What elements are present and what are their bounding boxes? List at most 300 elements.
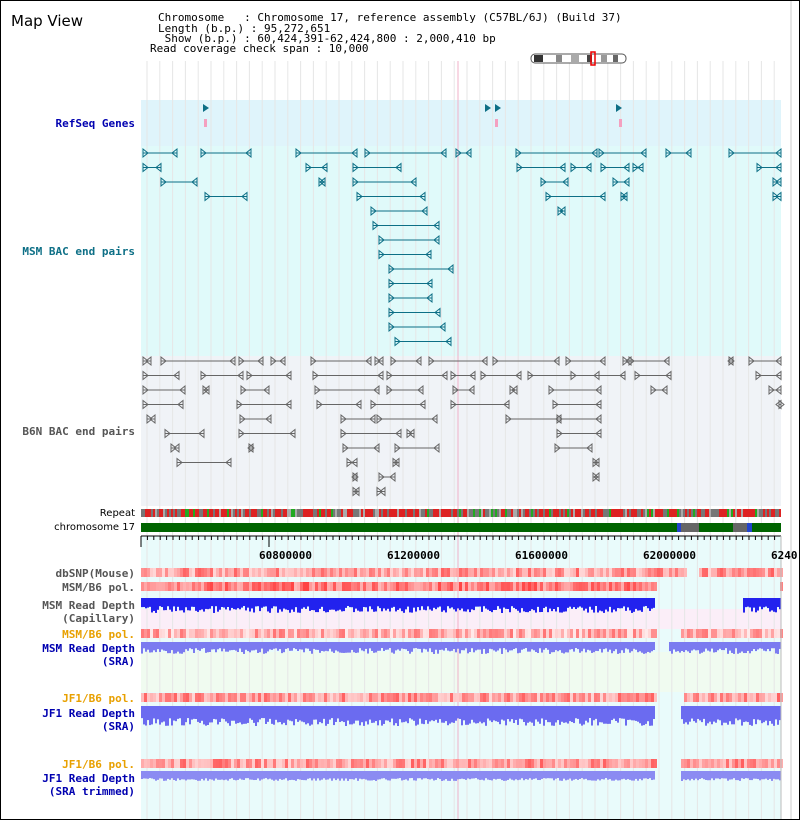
heat-cell [435,582,438,591]
depth-bar [227,598,229,607]
depth-bar [495,598,497,610]
depth-bar [345,771,347,778]
depth-bar [429,642,431,648]
heat-cell [441,759,444,768]
depth-bar [629,598,631,610]
depth-bar [189,771,191,780]
depth-bar [511,706,513,719]
heat-cell [681,629,684,638]
heat-cell [615,693,618,702]
heat-cell [609,582,612,591]
heat-cell [459,693,462,702]
heat-cell [426,629,429,638]
depth-bar [193,706,195,719]
heat-cell [192,759,195,768]
depth-bar [455,771,457,781]
depth-bar [575,706,577,718]
depth-bar [707,771,709,780]
heat-cell [546,629,549,638]
depth-bar [419,706,421,719]
depth-bar [197,598,199,612]
depth-bar [295,642,297,649]
track-label-msm-bac[interactable]: MSM BAC end pairs [22,245,135,258]
heat-cell [534,759,537,768]
heat-cell [348,582,351,591]
depth-bar [627,771,629,779]
depth-bar [293,598,295,612]
heat-cell [198,629,201,638]
depth-bar [677,642,679,651]
depth-bar [487,598,489,610]
heat-cell [417,693,420,702]
heat-cell [447,629,450,638]
heat-cell [234,568,237,577]
heat-cell [576,568,579,577]
heat-cell [342,759,345,768]
depth-bar [189,598,191,610]
heat-cell [471,568,474,577]
heat-cell [594,568,597,577]
heat-cell [744,759,747,768]
heat-cell [291,759,294,768]
depth-bar [723,706,725,723]
heat-cell [441,582,444,591]
heat-cell [537,759,540,768]
depth-bar [209,771,211,779]
depth-bar [343,706,345,722]
heat-cell [750,759,753,768]
depth-bar [373,706,375,723]
heat-cell [771,693,774,702]
depth-bar [305,642,307,648]
depth-bar [713,642,715,652]
depth-bar [493,642,495,650]
depth-bar [471,706,473,720]
depth-bar [205,771,207,778]
heat-cell [600,629,603,638]
heat-cell [471,582,474,591]
heat-cell [327,693,330,702]
track-label-jf1-b6-pol-2: JF1/B6 pol. [62,758,135,771]
heat-cell [690,629,693,638]
depth-bar [629,771,631,780]
heat-cell [654,759,657,768]
depth-bar [467,771,469,778]
heat-cell [258,568,261,577]
heat-cell [753,759,756,768]
depth-bar [619,706,621,718]
heat-cell [624,759,627,768]
depth-bar [189,642,191,648]
depth-bar [193,771,195,779]
depth-bar [431,706,433,720]
heat-cell [189,759,192,768]
heat-cell [666,568,669,577]
heat-cell [423,759,426,768]
depth-bar [255,771,257,780]
depth-bar [487,706,489,719]
depth-bar [769,706,771,721]
heat-cell [564,759,567,768]
heat-cell [255,568,258,577]
heat-cell [591,568,594,577]
heat-cell [438,568,441,577]
heat-cell [243,582,246,591]
depth-bar [185,771,187,780]
depth-bar [399,642,401,651]
depth-bar [727,771,729,781]
heat-cell [153,582,156,591]
depth-bar [195,706,197,719]
heat-cell [162,693,165,702]
heat-cell [726,693,729,702]
depth-bar [767,706,769,725]
depth-bar [169,642,171,653]
depth-bar [317,598,319,612]
heat-cell [354,582,357,591]
heat-cell [573,629,576,638]
depth-bar [149,706,151,725]
depth-bar [403,771,405,780]
heat-cell [258,693,261,702]
heat-cell [162,629,165,638]
depth-bar [775,706,777,719]
depth-bar [757,598,759,611]
track-label-b6n-bac[interactable]: B6N BAC end pairs [22,425,135,438]
depth-bar [493,598,495,610]
heat-cell [417,568,420,577]
heat-cell [588,582,591,591]
heat-cell [351,582,354,591]
heat-cell [216,629,219,638]
depth-bar [409,598,411,612]
depth-bar [397,598,399,610]
heat-cell [507,693,510,702]
depth-bar [405,706,407,721]
heat-cell [765,568,768,577]
depth-bar [695,642,697,650]
heat-cell [540,568,543,577]
depth-bar [643,771,645,778]
gene-exon [495,119,498,127]
ruler-tick-label: 6240 [771,549,798,562]
heat-cell [288,759,291,768]
heat-cell [225,693,228,702]
depth-bar [551,706,553,726]
heat-cell [705,693,708,702]
depth-bar [517,706,519,725]
heat-cell [558,629,561,638]
heat-cell [384,568,387,577]
depth-bar [539,706,541,724]
depth-bar [363,706,365,726]
depth-bar [233,598,235,609]
depth-bar [225,598,227,609]
heat-cell [480,759,483,768]
heat-cell [165,693,168,702]
heat-cell [717,693,720,702]
heat-cell [453,568,456,577]
heat-cell [291,568,294,577]
depth-bar [393,706,395,725]
heat-cell [315,629,318,638]
heat-cell [219,582,222,591]
heat-cell [549,629,552,638]
depth-bar [607,598,609,611]
depth-bar [461,771,463,779]
depth-bar [265,771,267,778]
depth-bar [315,642,317,650]
heat-cell [549,693,552,702]
heat-cell [735,568,738,577]
heat-cell [258,759,261,768]
depth-bar [495,771,497,780]
depth-bar [633,706,635,720]
heat-cell [333,582,336,591]
heat-cell [597,568,600,577]
depth-bar [697,771,699,780]
heat-cell [225,629,228,638]
heat-cell [291,582,294,591]
heat-cell [282,629,285,638]
heat-cell [447,568,450,577]
heat-cell [528,759,531,768]
heat-cell [432,568,435,577]
heat-cell [591,582,594,591]
depth-bar [707,642,709,651]
depth-bar [673,642,675,649]
depth-bar [417,706,419,725]
depth-bar [501,598,503,613]
depth-bar [651,642,653,651]
depth-bar [223,706,225,719]
heat-cell [681,759,684,768]
heat-cell [624,568,627,577]
heat-cell [381,568,384,577]
depth-bar [701,642,703,653]
depth-bar [423,771,425,778]
heat-cell [207,693,210,702]
depth-bar [695,706,697,723]
heat-cell [306,568,309,577]
depth-bar [449,598,451,608]
depth-bar [609,598,611,607]
heat-cell [159,568,162,577]
heat-cell [219,759,222,768]
depth-bar [477,598,479,607]
depth-bar [461,706,463,725]
depth-bar [521,642,523,650]
heat-cell [159,582,162,591]
depth-bar [297,771,299,779]
heat-cell [639,568,642,577]
depth-bar [153,598,155,611]
depth-bar [631,706,633,720]
depth-bar [451,598,453,607]
heat-cell [678,568,681,577]
heat-cell [252,759,255,768]
depth-bar [469,706,471,724]
depth-bar [777,771,779,779]
depth-bar [367,598,369,612]
depth-bar [683,771,685,779]
depth-bar [741,642,743,652]
heat-cell [624,582,627,591]
depth-bar [633,642,635,649]
heat-cell [720,693,723,702]
depth-bar [499,642,501,648]
depth-bar [177,598,179,607]
depth-bar [339,642,341,653]
depth-bar [587,598,589,613]
depth-bar [407,771,409,781]
heat-cell [543,582,546,591]
depth-bar [293,771,295,780]
depth-bar [533,642,535,650]
heat-cell [171,629,174,638]
depth-bar [159,642,161,652]
depth-bar [331,598,333,610]
depth-bar [561,598,563,613]
depth-bar [589,642,591,650]
depth-bar [731,642,733,653]
depth-bar [691,706,693,719]
track-label-refseq[interactable]: RefSeq Genes [55,117,135,130]
heat-cell [186,582,189,591]
heat-cell [729,759,732,768]
depth-bar [329,642,331,649]
depth-bar [219,598,221,610]
heat-cell [705,629,708,638]
heat-cell [576,759,579,768]
depth-bar [237,706,239,723]
heat-cell [600,568,603,577]
heat-cell [459,759,462,768]
heat-cell [741,629,744,638]
heat-cell [744,568,747,577]
depth-bar [189,706,191,724]
depth-bar [321,642,323,651]
depth-bar [519,642,521,653]
depth-bar [327,771,329,780]
depth-bar [361,706,363,722]
depth-bar [349,706,351,724]
heat-cell [504,759,507,768]
depth-bar [761,706,763,723]
heat-cell [567,582,570,591]
gene-exon [204,119,207,127]
depth-bar [389,642,391,648]
depth-bar [523,598,525,611]
heat-cell [162,759,165,768]
depth-bar [387,706,389,721]
heat-cell [615,759,618,768]
heat-cell [414,693,417,702]
depth-bar [275,642,277,648]
depth-bar [263,706,265,718]
depth-bar [669,642,671,651]
depth-bar [451,642,453,651]
heat-cell [564,568,567,577]
heat-cell [306,759,309,768]
heat-cell [474,582,477,591]
depth-bar [639,706,641,723]
heat-cell [537,629,540,638]
depth-bar [549,706,551,722]
depth-bar [731,771,733,779]
depth-bar [719,771,721,779]
depth-bar [443,642,445,651]
depth-bar [607,642,609,652]
depth-bar [495,706,497,721]
depth-bar [213,771,215,781]
depth-bar [523,706,525,722]
heat-cell [339,629,342,638]
heat-cell [534,582,537,591]
heat-cell [723,568,726,577]
heat-cell [270,693,273,702]
depth-bar [377,771,379,780]
heat-cell [183,693,186,702]
depth-bar [485,706,487,726]
depth-bar [737,771,739,780]
heat-cell [306,693,309,702]
depth-bar [595,598,597,606]
heat-cell [408,568,411,577]
heat-cell [762,693,765,702]
depth-bar [683,642,685,652]
depth-bar [299,706,301,720]
depth-bar [721,771,723,778]
heat-cell [291,693,294,702]
heat-cell [651,568,654,577]
depth-bar [273,706,275,725]
depth-bar [201,771,203,779]
depth-bar [187,771,189,779]
heat-cell [177,759,180,768]
heat-cell [657,568,660,577]
heat-cell [471,693,474,702]
depth-bar [349,598,351,607]
heat-cell [492,629,495,638]
depth-bar [301,642,303,650]
heat-cell [465,568,468,577]
heat-cell [486,582,489,591]
depth-bar [711,706,713,724]
depth-bar [509,598,511,612]
depth-bar [487,771,489,780]
depth-bar [469,771,471,779]
depth-bar [741,771,743,778]
depth-bar [463,642,465,650]
heat-cell [561,693,564,702]
depth-bar [321,771,323,780]
depth-bar [701,771,703,778]
depth-bar [729,771,731,780]
depth-bar [773,706,775,726]
heat-cell [279,582,282,591]
depth-bar [767,642,769,649]
depth-bar [543,598,545,608]
depth-bar [733,771,735,778]
depth-bar [379,771,381,779]
depth-bar [323,642,325,651]
depth-bar [167,642,169,653]
depth-bar [251,642,253,650]
heat-cell [606,568,609,577]
heat-cell [357,693,360,702]
heat-cell [330,568,333,577]
